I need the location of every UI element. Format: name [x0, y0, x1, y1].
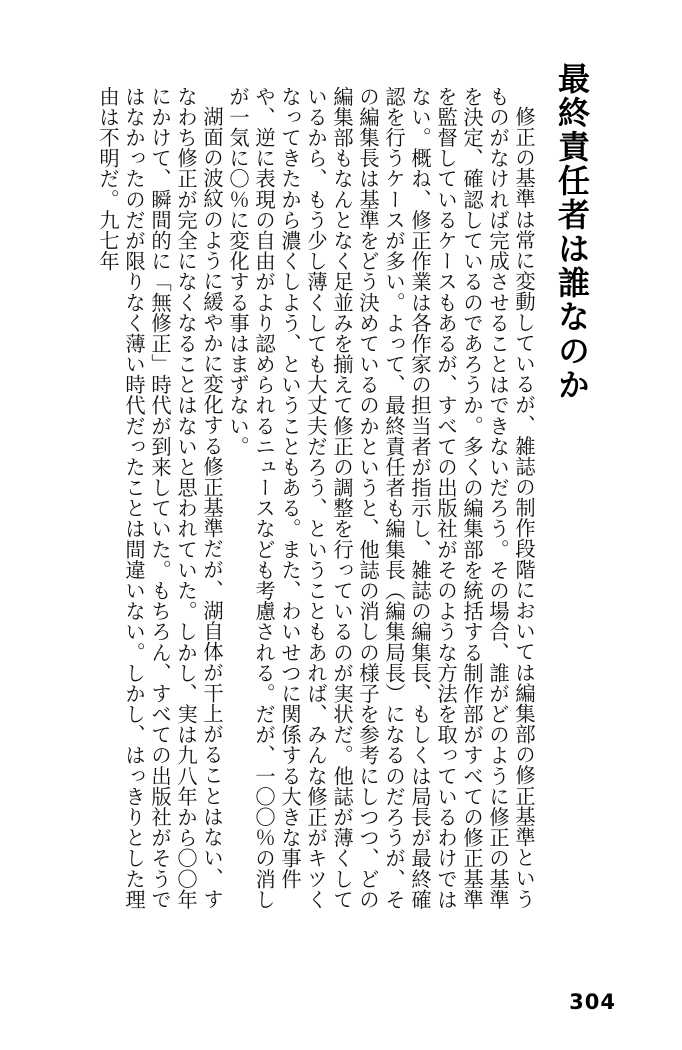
- body-text: [62, 86, 537, 916]
- section-heading: 最終責任者は誰なのか: [553, 62, 591, 402]
- paragraph: 修正の基準は常に変動しているが、雑誌の制作段階においては編集部の修正基準というものがなければ完成させることはできないだろう。その場合、誰がどのように修正の基準を決定、確認しているのであろうか。多くの編集部を統括する制作部がすべての修正基準を監督しているケースもあるが、すべての出版社がそのような方法を取っているわけではない。概ね、修正作業は各作家の担当者が指示し、雑誌の編集長、もしくは局長が最終確認を行うケースが多い。よって、最終責任者も編集長（編集局長）になるのだろうが、その編集長は基準をどう決めているのかというと、他誌の消しの様子を参考にしつつ、どの編集部もなんとなく足並みを揃えて修正の調整を行っているのが実状だ。他誌が薄くしているから、もう少し薄くしても大丈夫だろう、ということもあれば、みんな修正がキツくなってきたから濃くしよう、ということもある。また、わいせつに関係する大きな事件や、逆に表現の自由がより認められるニュースなども考慮される。だが、一〇〇％の消しが一気に〇％に変化する事はまずない。: [226, 86, 536, 910]
- page-number: 304: [569, 990, 616, 1014]
- paragraph: 湖面の波紋のように緩やかに変化する修正基準だが、湖自体が干上がることはない、すなわち修正が完全になくなることはないと思われていた。しかし、実は九八年から〇〇年にかけて、瞬間的に「無修正」時代が到来していた。もちろん、すべての出版社がそうではなかったのだが限りなく薄い時代だったことは間違いない。しかし、はっきりとした理由は不明だ。九七年: [96, 86, 224, 910]
